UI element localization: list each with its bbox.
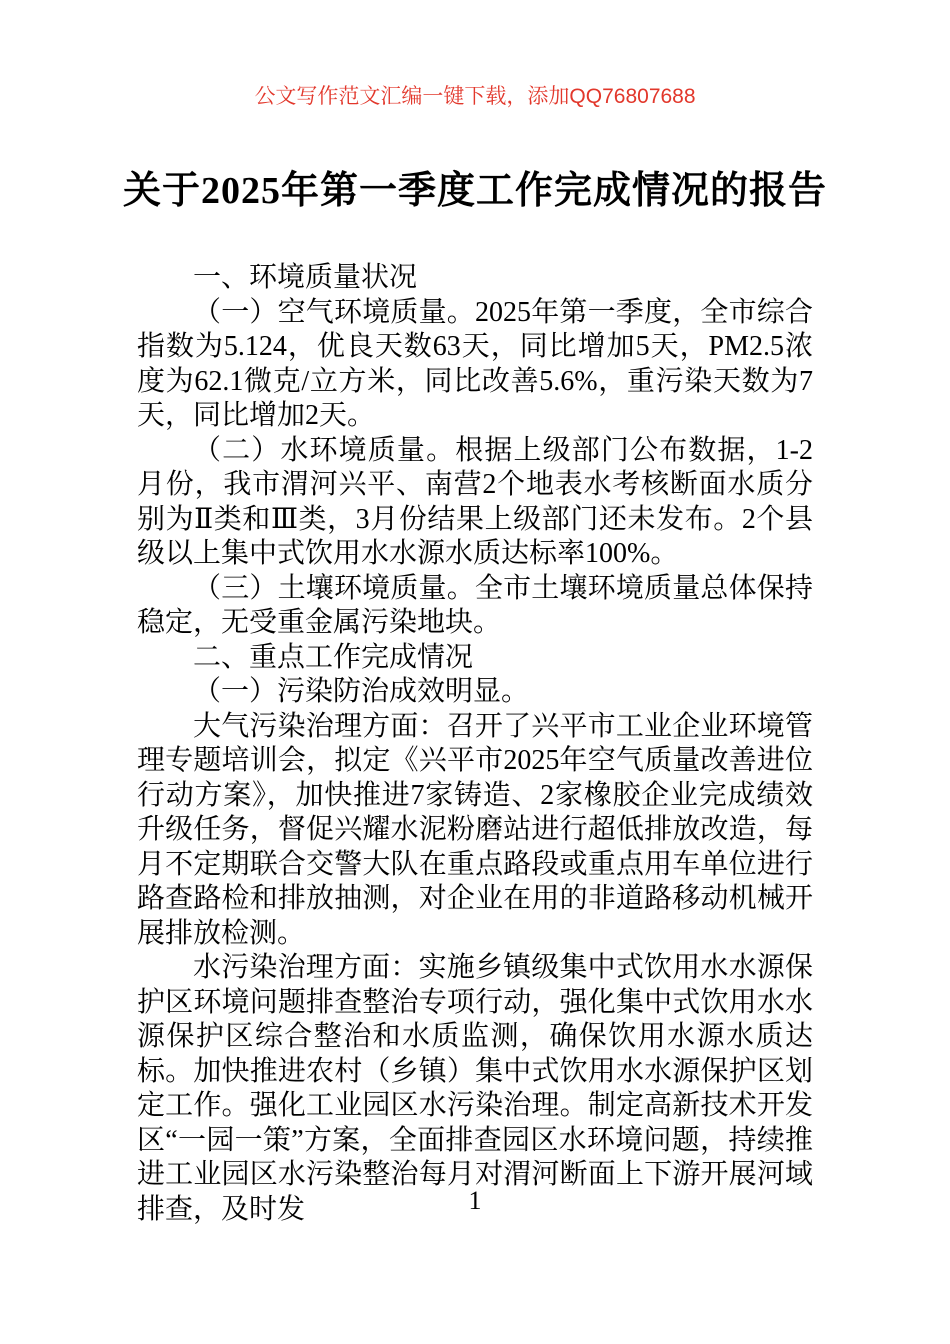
page-number: 1	[468, 1186, 482, 1215]
promo-banner: 公文写作范文汇编一键下载，添加QQ76807688	[254, 85, 696, 108]
document-body	[137, 261, 813, 1227]
section-heading-1: 一、环境质量状况	[193, 262, 418, 293]
paragraph-air-pollution-control: 大气污染治理方面：召开了兴平市工业企业环境管理专题培训会，拟定《兴平市2025年空气质量改善进位行动方案》，加快推进7家铸造、2家橡胶企业完成绩效升级任务，督促兴耀水泥粉磨站进行超低排放改造，每月不定期联合交警大队在重点路段或重点用车单位进行路查路检和排放抽测，对企业在用的非道路移动机械开展排放检测。	[137, 710, 813, 949]
paragraph-soil-quality: （三）土壤环境质量。全市土壤环境质量总体保持稳定，无受重金属污染地块。	[137, 572, 813, 638]
document-title: 关于2025年第一季度工作完成情况的报告	[122, 170, 827, 212]
paragraph-air-quality: （一）空气环境质量。2025年第一季度，全市综合指数为5.124，优良天数63天，同比增加5天，PM2.5浓度为62.1微克/立方米，同比改善5.6%，重污染天数为7天，同比增加2天。	[137, 296, 813, 431]
section-heading-2: 二、重点工作完成情况	[193, 641, 474, 673]
paragraph-water-quality: （二）水环境质量。根据上级部门公布数据，1-2月份，我市渭河兴平、南营2个地表水考核断面水质分别为Ⅱ类和Ⅲ类，3月份结果上级部门还未发布。2个县级以上集中式饮用水水源水质达标率100%。	[137, 434, 813, 569]
paragraph-water-pollution-control: 水污染治理方面：实施乡镇级集中式饮用水水源保护区环境问题排查整治专项行动，强化集中式饮用水水源保护区综合整治和水质监测，确保饮用水源水质达标。加快推进农村（乡镇）集中式饮用水水源保护区划定工作。强化工业园区水污染治理。制定高新技术开发区“一园一策”方案，全面排查园区水环境问题，持续推进工业园区水污染整治每月对渭河断面上下游开展河域排查，及时发	[137, 952, 813, 1225]
subsection-heading-pollution-control: （一）污染防治成效明显。	[193, 676, 530, 707]
